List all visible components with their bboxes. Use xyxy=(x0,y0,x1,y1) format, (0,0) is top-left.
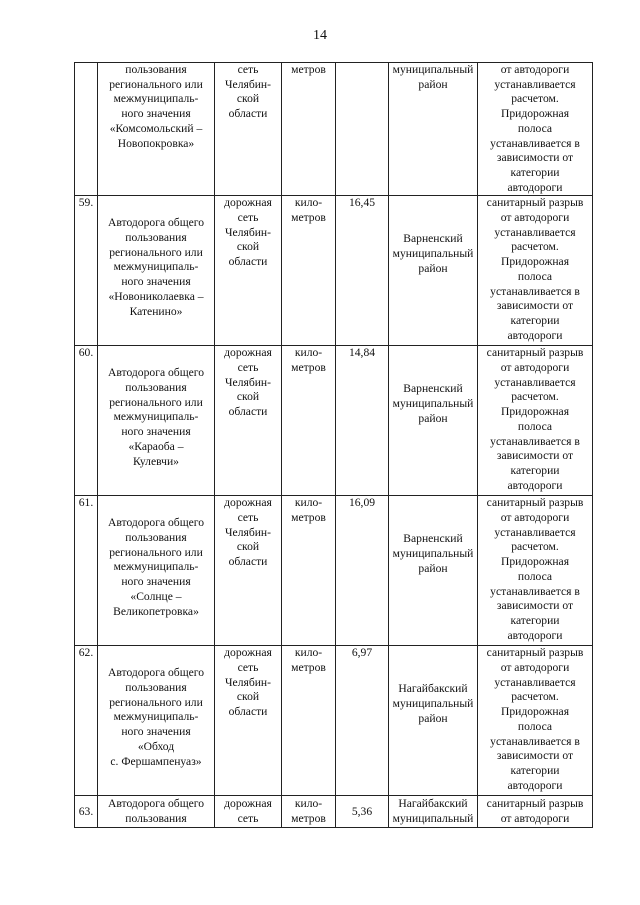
row-number: 63. xyxy=(75,796,98,827)
road-district: Варненский муниципальный район xyxy=(389,346,478,496)
road-owner: дорожная сеть Челябин- ской области xyxy=(215,196,282,346)
table-row xyxy=(75,796,593,827)
road-length: 5,36 xyxy=(336,796,389,827)
road-owner: дорожная сеть xyxy=(215,796,282,827)
road-owner: дорожная сеть Челябин- ской области xyxy=(215,346,282,496)
road-district: Нагайбакский муниципальный xyxy=(389,796,478,827)
table-row xyxy=(75,196,593,346)
protection-zone: санитарный разрыв от автодороги устанавливается расчетом. Придорожная полоса устанавливается в зависимости от категории автодороги xyxy=(478,646,593,796)
protection-zone: от автодороги устанавливается расчетом. Придорожная полоса устанавливается в зависимости от категории автодороги xyxy=(478,63,593,196)
road-name: Автодорога общего пользования регионального или межмуниципаль- ного значения «Караоба – Кулевчи» xyxy=(98,346,215,496)
road-name: пользования регионального или межмуниципаль- ного значения «Комсомольский – Новопокровка» xyxy=(98,63,215,196)
protection-zone: санитарный разрыв от автодороги устанавливается расчетом. Придорожная полоса устанавливается в зависимости от категории автодороги xyxy=(478,346,593,496)
row-number xyxy=(75,63,98,196)
roads-table xyxy=(74,62,593,828)
protection-zone: санитарный разрыв от автодороги устанавливается расчетом. Придорожная полоса устанавливается в зависимости от категории автодороги xyxy=(478,196,593,346)
row-number: 59. xyxy=(75,196,98,346)
table-row xyxy=(75,346,593,496)
length-unit: кило- метров xyxy=(282,196,336,346)
road-district: Нагайбакский муниципальный район xyxy=(389,646,478,796)
length-unit: кило- метров xyxy=(282,496,336,646)
road-name: Автодорога общего пользования регионального или межмуниципаль- ного значения «Обход с. Фершампенуаз» xyxy=(98,646,215,796)
road-length xyxy=(336,63,389,196)
road-district: Варненский муниципальный район xyxy=(389,496,478,646)
row-number: 62. xyxy=(75,646,98,796)
page-number: 14 xyxy=(313,28,327,43)
table-row xyxy=(75,646,593,796)
row-number: 60. xyxy=(75,346,98,496)
road-district: муниципальный район xyxy=(389,63,478,196)
road-district: Варненский муниципальный район xyxy=(389,196,478,346)
row-number: 61. xyxy=(75,496,98,646)
length-unit: кило- метров xyxy=(282,346,336,496)
road-length: 16,45 xyxy=(336,196,389,346)
road-owner: дорожная сеть Челябин- ской области xyxy=(215,646,282,796)
length-unit: метров xyxy=(282,63,336,196)
length-unit: кило- метров xyxy=(282,646,336,796)
table-row xyxy=(75,496,593,646)
road-owner: дорожная сеть Челябин- ской области xyxy=(215,496,282,646)
road-name: Автодорога общего пользования регионального или межмуниципаль- ного значения «Новониколаевка – Катенино» xyxy=(98,196,215,346)
protection-zone: санитарный разрыв от автодороги устанавливается расчетом. Придорожная полоса устанавливается в зависимости от категории автодороги xyxy=(478,496,593,646)
road-length: 6,97 xyxy=(336,646,389,796)
road-length: 16,09 xyxy=(336,496,389,646)
road-name: Автодорога общего пользования регионального или межмуниципаль- ного значения «Солнце – Великопетровка» xyxy=(98,496,215,646)
road-name: Автодорога общего пользования xyxy=(98,796,215,827)
length-unit: кило- метров xyxy=(282,796,336,827)
road-length: 14,84 xyxy=(336,346,389,496)
road-owner: сеть Челябин- ской области xyxy=(215,63,282,196)
table-row xyxy=(75,63,593,196)
protection-zone: санитарный разрыв от автодороги xyxy=(478,796,593,827)
